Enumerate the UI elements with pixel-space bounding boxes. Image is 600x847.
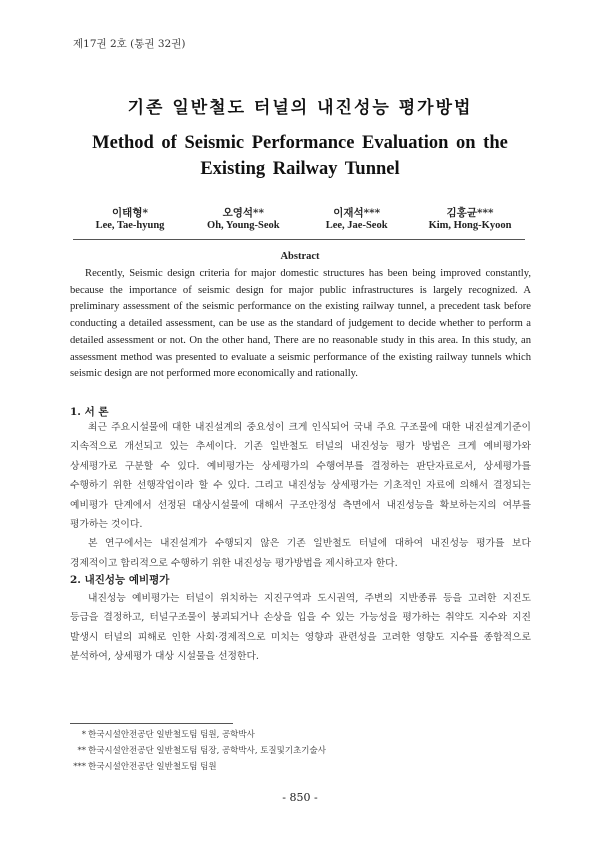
author-name-korean: 오영석** — [222, 207, 265, 219]
paragraph: 최근 주요시설물에 대한 내진설계의 중요성이 크게 인식되어 국내 주요 구조물에 대한 내진설계기준이 지속적으로 개선되고 있는 추세이다. 기존 일반철도 터널의 내진성능 평가 방법은 크게 예비평가와 상세평가로 구분할 수 있다. 예비평가는 상세평가의 수행여부를 결정하는 판단자료로서, 상세평가를 수행하기 위한 선행작업이라 할 수 있다. 그리고 내진성능 상세평가는 기초적인 자료에 의해서 결정되는 예비평가 단계에서 선정된 대상시설물에 대해서 구조안정성 측면에서 내진성능을 확보하는지의 여부를 평가하는 것이다. — [70, 422, 531, 531]
author-name-korean: 이태형* — [112, 207, 148, 219]
section-heading-introduction: 1. 서 론 — [70, 406, 109, 418]
footnote-text: 한국시설안전공단 일반철도팀 팀장, 공학박사, 토질및기초기술사 — [88, 746, 326, 756]
footnote-mark: *** — [73, 762, 86, 772]
author-list — [75, 205, 525, 231]
footnotes — [70, 727, 326, 775]
author — [75, 205, 185, 231]
title-english: Method of Seismic Performance Evaluation on the Existing Railway Tunnel — [92, 133, 508, 179]
author-name-korean: 이재석*** — [333, 207, 381, 219]
title-korean: 기존 일반철도 터널의 내진성능 평가방법 — [127, 98, 473, 118]
author-divider — [73, 239, 525, 240]
abstract-heading: Abstract — [280, 251, 320, 262]
section-heading-preliminary-assessment: 2. 내진성능 예비평가 — [70, 574, 170, 586]
author-name-english: Lee, Tae-hyung — [95, 220, 165, 231]
paragraph: 내진성능 예비평가는 터널이 위치하는 지진구역과 도시권역, 주변의 지반종류 등을 고려한 지진도 등급을 결정하고, 터널구조물이 붕괴되거나 손상을 입을 수 있는 가능성을 평가하는 취약도 지수와 지진 발생시 터널의 피해로 인한 사회·경제적으로 미치는 영향과 관련성을 고려한 영향도 지수를 종합적으로 분석하여, 상세평가 대상 시설물을 선정한다. — [70, 593, 531, 663]
footnote-mark: * — [81, 730, 86, 740]
author-name-english: Lee, Jae-Seok — [325, 220, 388, 231]
footnote-text: 한국시설안전공단 일반철도팀 팀원, 공학박사 — [88, 730, 255, 740]
author-name-korean: 김홍균*** — [446, 207, 494, 219]
paragraph: 본 연구에서는 내진설계가 수행되지 않은 기존 일반철도 터널에 대하여 내진성능 평가를 보다 경제적이고 합리적으로 수행하기 위한 내진성능 평가방법을 제시하고자 한다. — [70, 538, 531, 569]
footnote-text: 한국시설안전공단 일반철도팀 팀원 — [88, 762, 217, 772]
footnote-divider — [70, 723, 233, 724]
footnote-mark: ** — [77, 746, 86, 756]
footnote — [70, 759, 326, 775]
abstract-text: Recently, Seismic design criteria for major domestic structures has been being improved constantly, because the importance of seismic design for major public infrastructures is largely recognized. A preliminary assessment of the seismic performance on the existing railway tunnel, a precedent task before conducting a detailed assessment, can be use as the standard of judgement to decide whether to perform a detailed assessment or not. On the other hand, There are no reasonable study in this area. In this study, an assessment method was presented to evaluate a seismic performance of the existing railway tunnels which seismic design are not performed more economically and rationally. — [70, 268, 531, 380]
author — [415, 205, 525, 231]
footnote — [70, 743, 326, 759]
section-body-introduction — [70, 418, 531, 573]
running-header: 제17권 2호 (통권 32권) — [73, 38, 186, 50]
author — [302, 205, 412, 231]
author-name-english: Oh, Young-Seok — [207, 220, 280, 231]
footnote — [70, 727, 326, 743]
page-number: - 850 - — [282, 791, 318, 804]
author-name-english: Kim, Hong-Kyoon — [428, 220, 512, 231]
section-body-preliminary-assessment — [70, 589, 531, 667]
author — [188, 205, 298, 231]
